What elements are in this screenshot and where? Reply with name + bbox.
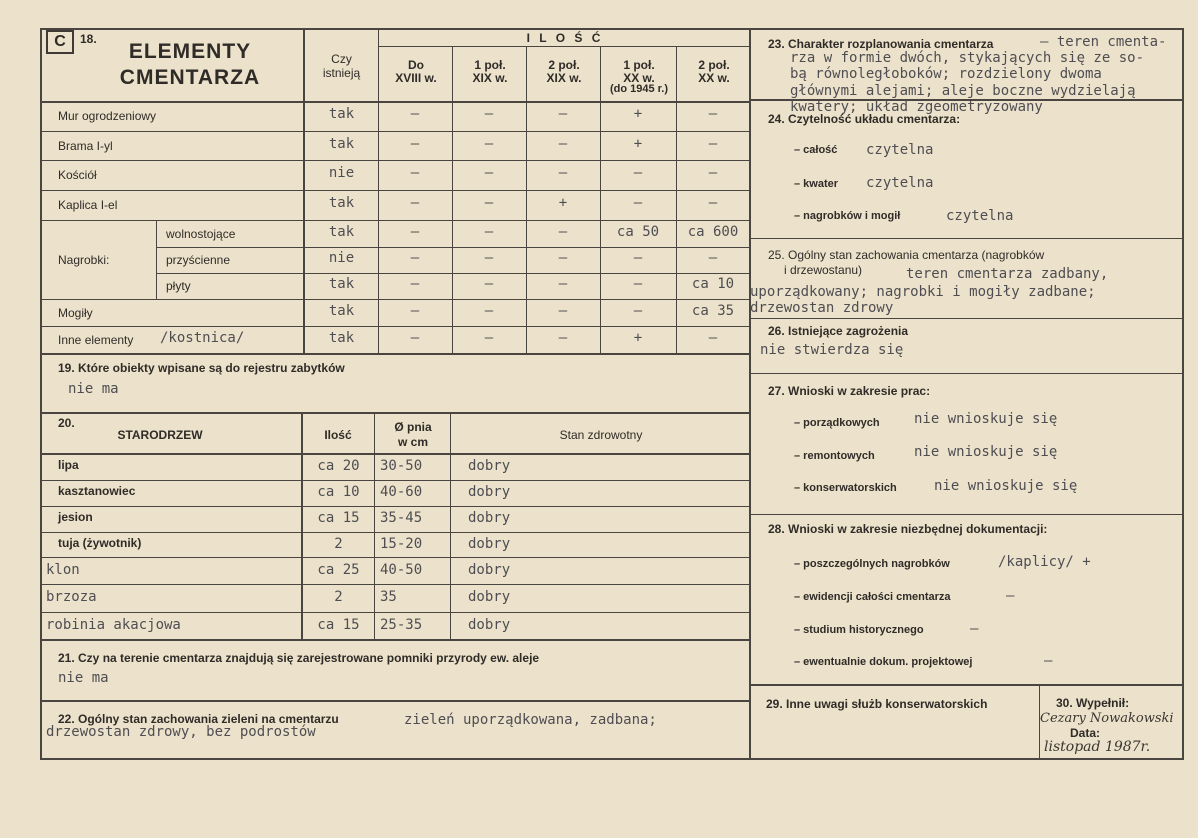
grid xyxy=(750,373,1182,374)
element-row-quantity: – xyxy=(410,195,420,211)
element-row-exists: tak xyxy=(328,135,355,152)
section-18-number: 18. xyxy=(80,32,97,46)
grid xyxy=(40,453,750,455)
element-row-quantity: – xyxy=(558,223,568,240)
section-25-value-line3: drzewostan zdrowy xyxy=(750,300,894,316)
section-20-number: 20. xyxy=(58,416,75,430)
element-row-quantity: + xyxy=(558,195,568,211)
element-row-quantity: – xyxy=(484,106,494,122)
period-header-0-l1: Do xyxy=(408,58,424,72)
grid xyxy=(378,46,750,47)
element-row-quantity: – xyxy=(410,165,420,181)
element-row-quantity: – xyxy=(558,276,568,292)
grid xyxy=(40,480,750,481)
grid xyxy=(40,639,750,641)
tree-health: dobry xyxy=(468,484,511,500)
tree-name: tuja (żywotnik) xyxy=(58,535,142,550)
s27-item-0-value: nie wnioskuje się xyxy=(914,411,1058,427)
grid xyxy=(40,532,750,533)
element-row-quantity: – xyxy=(484,302,494,319)
element-row-quantity: – xyxy=(558,302,568,319)
element-row-quantity: – xyxy=(708,250,718,266)
frame-bottom xyxy=(40,758,1184,760)
period-header-1-l2: XIX w. xyxy=(472,71,508,85)
element-row-quantity: – xyxy=(410,250,420,266)
element-row-quantity: – xyxy=(558,250,568,266)
grid xyxy=(450,412,451,639)
quantity-header: I L O Ś Ć xyxy=(526,31,604,45)
grid xyxy=(40,506,750,507)
date-label: Data: xyxy=(1070,726,1101,740)
element-row-exists: tak xyxy=(328,223,355,240)
grid xyxy=(750,238,1182,239)
element-row-quantity: – xyxy=(410,329,420,346)
element-row-quantity: – xyxy=(708,135,718,152)
element-row-exists: tak xyxy=(328,329,355,346)
element-row-exists: tak xyxy=(328,106,355,122)
s28-item-3-value: – xyxy=(1044,653,1053,669)
tree-trunk-diameter: 25-35 xyxy=(380,616,423,633)
grid xyxy=(156,273,750,274)
section-21-value: nie ma xyxy=(58,670,109,686)
tree-trunk-diameter: 40-60 xyxy=(380,484,423,500)
element-row-quantity: – xyxy=(410,223,420,240)
element-row-label: wolnostojące xyxy=(166,226,236,241)
tree-health: dobry xyxy=(468,561,511,578)
section-26-label: 26. Istniejące zagrożenia xyxy=(768,324,909,338)
section-22-value-line2: drzewostan zdrowy, bez podrostów xyxy=(46,724,316,740)
grid xyxy=(40,612,750,613)
tree-count: ca 15 xyxy=(317,510,360,526)
tree-health: dobry xyxy=(468,510,511,526)
s24-item-1-value: czytelna xyxy=(866,175,934,191)
element-row-label: Mur ogrodzeniowy xyxy=(58,109,157,123)
element-row-quantity: + xyxy=(633,329,643,346)
section-30-label: 30. Wypełnił: xyxy=(1056,696,1130,710)
tree-health: dobry xyxy=(468,457,511,474)
element-row-quantity: – xyxy=(633,302,643,319)
element-row-quantity: – xyxy=(633,165,643,181)
element-row-quantity: – xyxy=(558,329,568,346)
element-row-quantity: – xyxy=(708,195,718,211)
tree-name: brzoza xyxy=(46,589,97,605)
s24-item-2-label: – nagrobków i mogił xyxy=(794,210,901,222)
element-row-quantity: – xyxy=(708,165,718,181)
element-row-quantity: – xyxy=(410,135,420,152)
element-row-quantity: – xyxy=(484,135,494,152)
element-row-quantity: + xyxy=(633,106,643,122)
period-header-0-l2: XVIII w. xyxy=(395,71,437,85)
period-header-4-l2: XX w. xyxy=(698,71,730,85)
element-row-quantity: – xyxy=(558,165,568,181)
frame-left xyxy=(40,28,42,760)
tree-count: ca 20 xyxy=(317,457,360,474)
grid xyxy=(40,326,750,327)
tree-count: 2 xyxy=(334,535,343,552)
section-21-label: 21. Czy na terenie cmentarza znajdują się zarejestrowane pomniki przyrody ew. aleje xyxy=(58,651,540,665)
s27-item-1-label: – remontowych xyxy=(794,450,875,462)
section-26-value: nie stwierdza się xyxy=(760,342,904,358)
grid xyxy=(40,700,750,702)
section-25-value-line1: teren cmentarza zadbany, xyxy=(906,266,1109,282)
grid xyxy=(156,247,750,248)
element-row-label: Mogiły xyxy=(58,305,93,320)
tree-count: ca 15 xyxy=(317,616,360,633)
tree-name: kasztanowiec xyxy=(58,484,136,498)
grid xyxy=(40,101,750,103)
tree-health: dobry xyxy=(468,535,511,552)
section-23-label: 23. Charakter rozplanowania cmentarza xyxy=(768,37,994,51)
grid xyxy=(750,318,1182,319)
element-row-exists: tak xyxy=(328,276,355,292)
section-25-label-line2: i drzewostanu) xyxy=(784,263,863,277)
section-23-value-line2: rza w formie dwóch, stykających się ze so- xyxy=(790,50,1145,66)
tree-name: lipa xyxy=(58,457,79,472)
tree-trunk-diameter: 40-50 xyxy=(380,561,423,578)
grid xyxy=(40,299,750,300)
trunk-diameter-header-line2: w cm xyxy=(397,435,428,449)
frame-top xyxy=(40,28,1184,30)
grid xyxy=(156,220,157,299)
element-row-label: przyścienne xyxy=(166,253,231,267)
s28-item-2-label: – studium historycznego xyxy=(794,624,924,636)
s28-item-1-value: – xyxy=(1006,588,1015,604)
element-row-quantity: ca 35 xyxy=(691,302,735,319)
element-row-label: Brama I-yl xyxy=(58,138,113,153)
grid xyxy=(40,584,750,585)
element-row-exists: nie xyxy=(328,250,355,266)
s27-item-2-value: nie wnioskuje się xyxy=(934,478,1078,494)
element-row-quantity: – xyxy=(708,106,718,122)
nagrobki-label: Nagrobki: xyxy=(58,253,110,267)
element-row-quantity: – xyxy=(484,223,494,240)
frame-right xyxy=(1182,28,1184,760)
s28-item-0-value: /kaplicy/ + xyxy=(998,554,1091,570)
grid xyxy=(750,514,1182,515)
s28-item-2-value: – xyxy=(970,621,979,637)
grid xyxy=(40,131,750,132)
tree-trunk-diameter: 30-50 xyxy=(380,457,423,474)
period-header-3-l1: 1 poł. xyxy=(623,58,655,72)
element-row-quantity: – xyxy=(633,276,643,292)
s27-item-1-value: nie wnioskuje się xyxy=(914,444,1058,460)
section-19-value: nie ma xyxy=(68,381,119,397)
s24-item-1-label: – kwater xyxy=(794,178,839,190)
grid xyxy=(40,353,750,355)
tree-trunk-diameter: 35-45 xyxy=(380,510,423,526)
section-23-value-line3: bą równoległoboków; rozdzielony dwoma xyxy=(790,66,1102,82)
filled-by-signature: Cezary Nowakowski xyxy=(1040,711,1174,726)
section-23-value-line5: kwatery; układ zgeometryzowany xyxy=(790,99,1043,115)
element-row-quantity: – xyxy=(410,302,420,319)
grid xyxy=(374,412,375,639)
element-row-quantity: – xyxy=(633,195,643,211)
section-22-value-line1: zieleń uporządkowana, zadbana; xyxy=(404,712,657,728)
grid xyxy=(40,220,750,221)
period-header-2-l1: 2 poł. xyxy=(548,58,580,72)
section-23-value-line4: głównymi alejami; aleje boczne wydzielają xyxy=(790,83,1136,99)
grid xyxy=(750,684,1182,686)
section-25-label-line1: 25. Ogólny stan zachowania cmentarza (nagrobków xyxy=(768,248,1045,262)
s27-item-2-label: – konserwatorskich xyxy=(794,482,897,494)
element-row-quantity: – xyxy=(558,135,568,152)
section-27-label: 27. Wnioski w zakresie prac: xyxy=(768,384,931,398)
period-header-2-l2: XIX w. xyxy=(546,71,582,85)
period-header-1-l1: 1 poł. xyxy=(474,58,506,72)
element-row-label: Kościół xyxy=(58,168,97,182)
s28-item-3-label: – ewentualnie dokum. projektowej xyxy=(794,656,973,668)
element-row-quantity: – xyxy=(484,276,494,292)
exists-header-line2: istnieją xyxy=(322,66,361,80)
element-row-exists: tak xyxy=(328,302,355,319)
grid xyxy=(40,160,750,161)
element-row-quantity: – xyxy=(633,250,643,266)
section-23-value-line1: – teren cmenta- xyxy=(1040,34,1167,50)
s27-item-0-label: – porządkowych xyxy=(794,417,880,429)
tree-name: klon xyxy=(46,561,80,578)
grid xyxy=(40,412,750,414)
section-19-label: 19. Które obiekty wpisane są do rejestru zabytków xyxy=(58,361,345,375)
period-header-3-l2: XX w. xyxy=(623,71,655,85)
trunk-diameter-header-line1: Ø pnia xyxy=(394,420,432,434)
element-row-quantity: – xyxy=(410,276,420,292)
tree-count-header: Ilość xyxy=(324,428,352,442)
grid xyxy=(40,557,750,558)
divider-middle xyxy=(749,28,751,760)
card-letter-box: C xyxy=(46,30,74,54)
s24-item-0-label: – całość xyxy=(794,144,838,156)
element-row-quantity: – xyxy=(484,165,494,181)
section-29-label: 29. Inne uwagi służb konserwatorskich xyxy=(766,697,988,711)
element-row-quantity: ca 600 xyxy=(687,223,739,240)
health-header: Stan zdrowotny xyxy=(559,428,643,442)
tree-trunk-diameter: 15-20 xyxy=(380,535,423,552)
section-25-value-line2: uporządkowany; nagrobki i mogiły zadbane; xyxy=(750,284,1096,300)
section-22-label: 22. Ogólny stan zachowania zieleni na cmentarzu xyxy=(58,712,339,726)
element-row-label: płyty xyxy=(166,279,191,293)
s24-item-0-value: czytelna xyxy=(866,142,934,158)
element-row-exists: nie xyxy=(328,165,355,181)
element-row-label: Inne elementy xyxy=(58,332,134,347)
tree-trunk-diameter: 35 xyxy=(380,589,397,605)
element-row-quantity: – xyxy=(484,195,494,211)
s28-item-0-label: – poszczególnych nagrobków xyxy=(794,558,950,570)
tree-health: dobry xyxy=(468,616,511,633)
period-header-3-l3: (do 1945 r.) xyxy=(609,83,669,95)
element-row-quantity: – xyxy=(410,106,420,122)
element-row-quantity: – xyxy=(558,106,568,122)
element-row-quantity: – xyxy=(484,329,494,346)
s24-item-2-value: czytelna xyxy=(946,208,1014,224)
tree-name: robinia akacjowa xyxy=(46,616,181,633)
tree-health: dobry xyxy=(468,589,511,605)
element-row-quantity: – xyxy=(484,250,494,266)
section-18-title-line1: ELEMENTY xyxy=(128,40,252,63)
tree-count: 2 xyxy=(334,589,343,605)
date-value: listopad 1987r. xyxy=(1044,739,1151,755)
element-row-quantity: ca 10 xyxy=(691,276,735,292)
section-18-title-line2: CMENTARZA xyxy=(119,66,261,89)
element-row-extra: /kostnica/ xyxy=(160,329,245,346)
grid xyxy=(40,190,750,191)
element-row-quantity: – xyxy=(708,329,718,346)
section-24-label: 24. Czytelność układu cmentarza: xyxy=(768,112,961,126)
element-row-quantity: ca 50 xyxy=(616,223,660,240)
section-28-label: 28. Wnioski w zakresie niezbędnej dokumentacji: xyxy=(768,522,1048,536)
element-row-quantity: + xyxy=(633,135,643,152)
element-row-label: Kaplica I-el xyxy=(58,198,118,212)
exists-header-line1: Czy xyxy=(331,52,352,66)
s28-item-1-label: – ewidencji całości cmentarza xyxy=(794,591,951,603)
element-row-exists: tak xyxy=(328,195,355,211)
starodrzew-header: STARODRZEW xyxy=(117,428,203,442)
tree-count: ca 10 xyxy=(317,484,360,500)
tree-name: jesion xyxy=(58,510,93,524)
period-header-4-l1: 2 poł. xyxy=(698,58,730,72)
tree-count: ca 25 xyxy=(317,561,360,578)
